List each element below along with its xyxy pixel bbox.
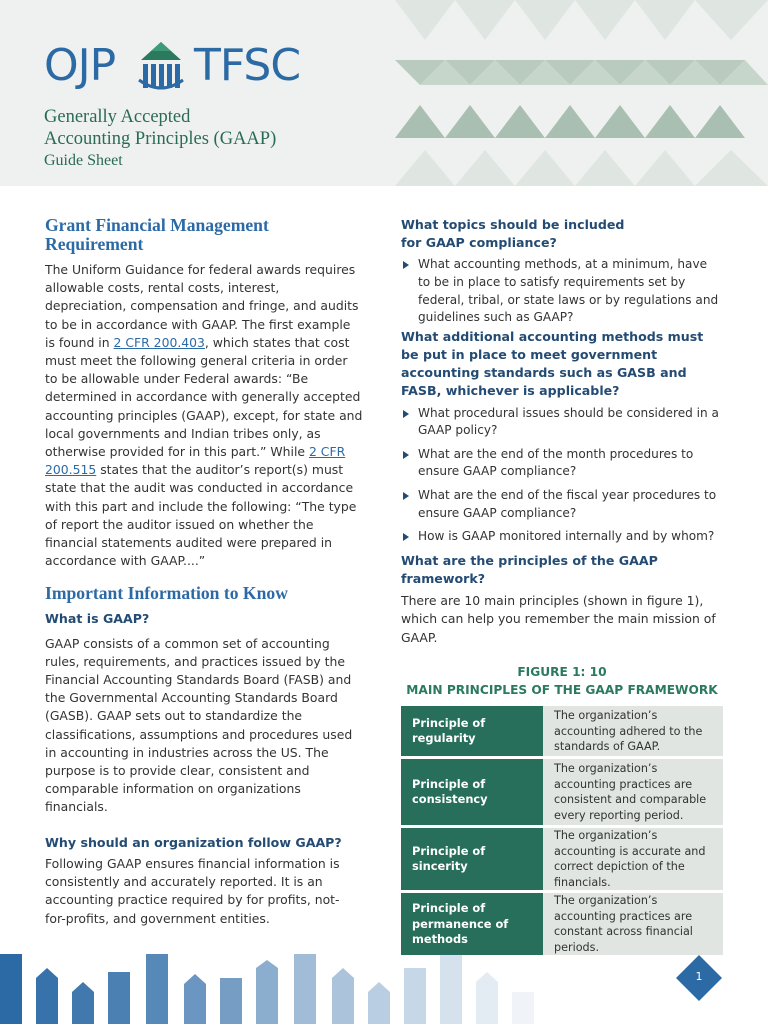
left-column — [45, 216, 363, 928]
question-topics-for-compliance: What topics should be included for GAAP compliance? — [401, 217, 625, 251]
bullet-arrow-icon — [403, 410, 409, 418]
figure-caption-line2: MAIN PRINCIPLES OF THE GAAP FRAMEWORK — [406, 682, 718, 697]
principle-description: The organization’s accounting practices are constant across financial periods. — [543, 893, 723, 955]
paragraph-text: , which states that cost must meet the following general criteria in order to be allowable under Federal awards: “Be determined in accordance with generally accepted accounting principles (GAAP), except, for state and local governments and Indian tribes only, as otherwise provided for in this part.” While — [45, 334, 363, 460]
decorative-footer-bars — [0, 948, 560, 1024]
question-why-follow-gaap: Why should an organization follow GAAP? — [45, 834, 342, 850]
cfr-200-403-link[interactable]: 2 CFR 200.403 — [113, 334, 205, 350]
section-heading-grant-requirement: Grant Financial Management Requirement — [45, 215, 269, 254]
paragraph-text: The Uniform Guidance for federal awards requires allowable costs, rental costs, interest, depreciation, compensation and fringe, and audits to be in accordance with GAAP. The first example is found in — [45, 262, 359, 350]
right-column — [401, 216, 723, 958]
table-row — [401, 828, 723, 890]
list-item — [401, 446, 723, 481]
table-row — [401, 706, 723, 756]
bullet-text: What accounting methods, at a minimum, have to be in place to satisfy requirements set by federal, tribal, or state laws or by regulations and guidelines such as GAAP? — [418, 257, 719, 325]
bullet-text: What are the end of the month procedures to ensure GAAP compliance? — [418, 446, 694, 479]
logo-ojp-text: OJP — [44, 40, 116, 91]
list-item — [401, 487, 723, 522]
bullet-text: How is GAAP monitored internally and by whom? — [418, 529, 715, 544]
principle-name: Principle of regularity — [401, 706, 543, 756]
bullet-text: What procedural issues should be considered in a GAAP policy? — [418, 405, 719, 438]
principle-description: The organization’s accounting adhered to the standards of GAAP. — [543, 706, 723, 756]
principle-name: Principle of permanence of methods — [401, 893, 543, 955]
document-title-line2: Accounting Principles (GAAP) — [44, 129, 277, 149]
table-row — [401, 759, 723, 825]
question-what-is-gaap: What is GAAP? — [45, 611, 150, 627]
list-item — [401, 405, 723, 440]
bullet-arrow-icon — [403, 451, 409, 459]
bullet-arrow-icon — [403, 533, 409, 541]
ojp-tfsc-logo — [44, 40, 314, 92]
principle-name: Principle of sincerity — [401, 828, 543, 890]
figure-caption-line1: FIGURE 1: 10 — [517, 664, 607, 679]
principle-description: The organization’s accounting is accurate and correct depiction of the financials. — [543, 828, 723, 890]
bullet-text: What are the end of the fiscal year procedures to ensure GAAP compliance? — [418, 487, 717, 520]
list-item — [401, 256, 723, 326]
decorative-triangle-pattern — [395, 0, 768, 186]
document-subtitle: Guide Sheet — [44, 152, 123, 169]
paragraph-text: states that the auditor’s report(s) must state that the audit was conducted in accordance with this part and include the following: “The type of report the auditor issued on whether the financial statements audited were prepared in accordance with GAAP....” — [45, 462, 357, 569]
section-heading-important-info: Important Information to Know — [45, 583, 288, 604]
grant-requirement-paragraph — [45, 261, 363, 570]
answer-gaap-principles: There are 10 main principles (shown in figure 1), which can help you remember the main mission of GAAP. — [401, 593, 716, 645]
principle-name: Principle of consistency — [401, 759, 543, 825]
topics-bullet-list — [401, 256, 723, 326]
page-header — [0, 0, 768, 186]
answer-what-is-gaap: GAAP consists of a common set of accounting rules, requirements, and practices issued by the Financial Accounting Standards Board (FASB) and the Governmental Accounting Standards Board (GASB). GAAP sets out to standardize the classifications, assumptions and procedures used in accounting in industries across the US. The purpose is to provide clear, consistent and comparable information on organizations financials. — [45, 635, 353, 815]
table-row — [401, 893, 723, 955]
question-gaap-principles: What are the principles of the GAAP framework? — [401, 552, 658, 586]
capitol-emblem-icon — [133, 40, 189, 92]
methods-bullet-list — [401, 405, 723, 546]
bullet-arrow-icon — [403, 492, 409, 500]
page-number: 1 — [695, 970, 703, 983]
logo-tfsc-text: TFSC — [194, 40, 301, 91]
gaap-principles-table — [401, 703, 723, 958]
answer-why-follow-gaap: Following GAAP ensures financial information is consistently and accurately reported. It is an accounting practice required by for profits, not-for-profits, and government entities. — [45, 855, 340, 926]
bullet-arrow-icon — [403, 261, 409, 269]
principle-description: The organization’s accounting practices are consistent and comparable every reporting period. — [543, 759, 723, 825]
list-item — [401, 528, 723, 546]
cfr-200-515-link[interactable]: 2 CFR 200.515 — [45, 444, 346, 478]
question-additional-methods: What additional accounting methods must be put in place to meet government accounting standards such as GASB and FASB, whichever is applicable? — [401, 328, 704, 399]
document-title-line1: Generally Accepted — [44, 107, 191, 127]
